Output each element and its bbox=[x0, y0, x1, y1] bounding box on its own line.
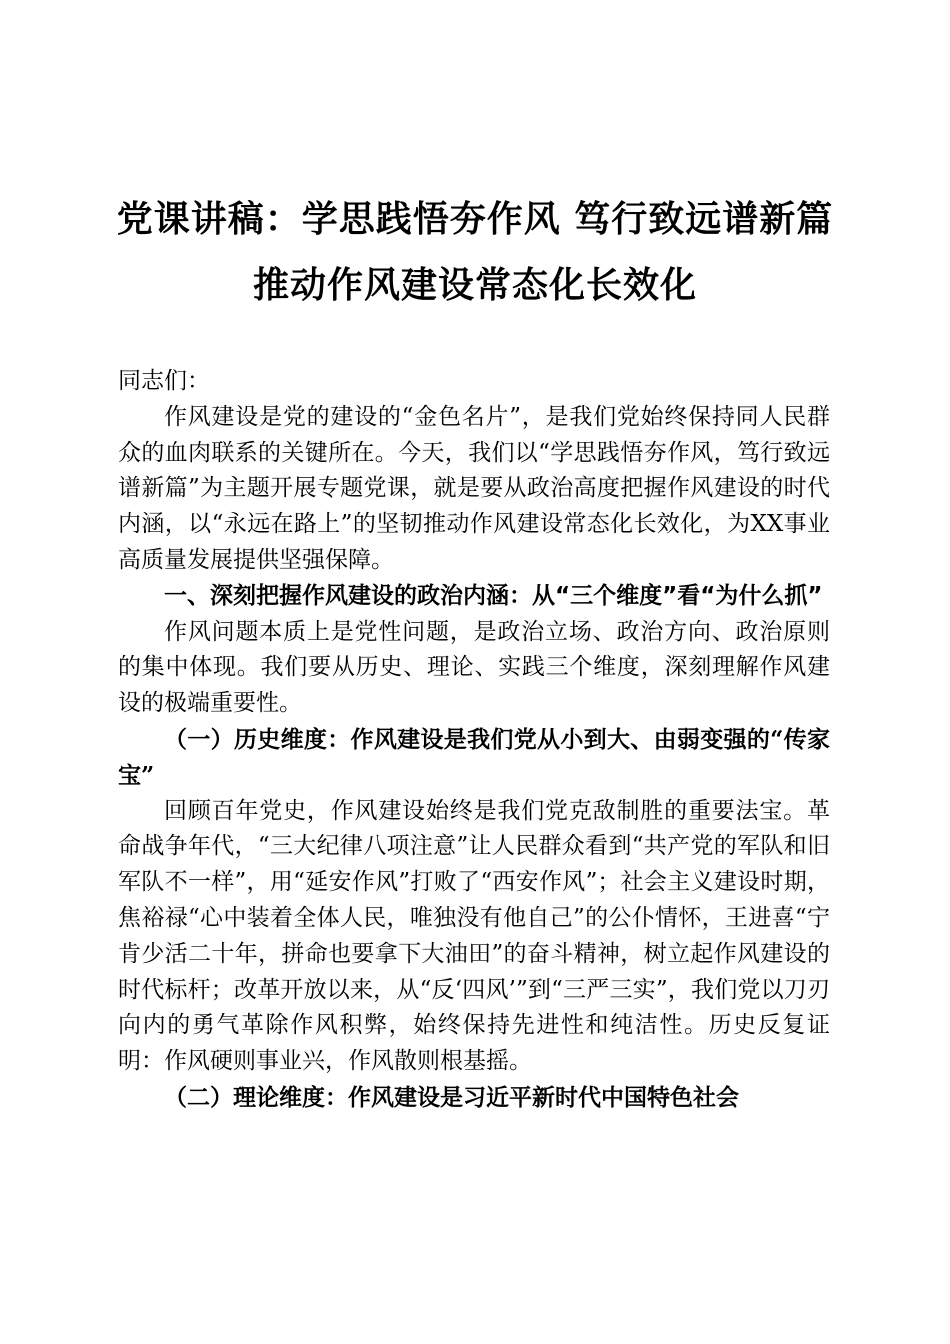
salutation: 同志们： bbox=[118, 368, 210, 394]
subsection-heading-2: （二）理论维度：作风建设是习近平新时代中国特色社会 bbox=[164, 1083, 739, 1111]
section-1-paragraph: 作风问题本质上是党性问题，是政治立场、政治方向、政治原则的集中体现。我们要从历史、理论、实践三个维度，深刻理解作风建设的极端重要性。 bbox=[118, 618, 830, 717]
document-body bbox=[118, 364, 830, 1116]
subsection-1-paragraph: 回顾百年党史，作风建设始终是我们党克敌制胜的重要法宝。革命战争年代，“三大纪律八项注意”让人民群众看到“共产党的军队和旧军队不一样”，用“延安作风”打败了“西安作风”；社会主义建设时期，焦裕禄“心中装着全体人民，唯独没有他自己”的公仆情怀，王进喜“宁肯少活二十年，拼命也要拿下大油田”的奋斗精神，树立起作风建设的时代标杆；改革开放以来，从“反‘四风’”到“三严三实”，我们党以刀刃向内的勇气革除作风积弊，始终保持先进性和纯洁性。历史反复证明：作风硬则事业兴，作风散则根基摇。 bbox=[118, 797, 830, 1075]
document-title-line-2: 推动作风建设常态化长效化 bbox=[252, 265, 697, 306]
intro-paragraph: 作风建设是党的建设的“金色名片”，是我们党始终保持同人民群众的血肉联系的关键所在。今天，我们以“学思践悟夯作风，笃行致远谱新篇”为主题开展专题党课，就是要从政治高度把握作风建设的时代内涵，以“永远在路上”的坚韧推动作风建设常态化长效化，为XX事业高质量发展提供坚强保障。 bbox=[118, 403, 830, 573]
document-title-line-1: 党课讲稿：学思践悟夯作风 笃行致远谱新篇 bbox=[116, 199, 834, 240]
section-heading-1: 一、深刻把握作风建设的政治内涵：从“三个维度”看“为什么抓” bbox=[164, 582, 823, 609]
subsection-heading-1: （一）历史维度：作风建设是我们党从小到大、由弱变强的“传家宝” bbox=[118, 725, 830, 789]
